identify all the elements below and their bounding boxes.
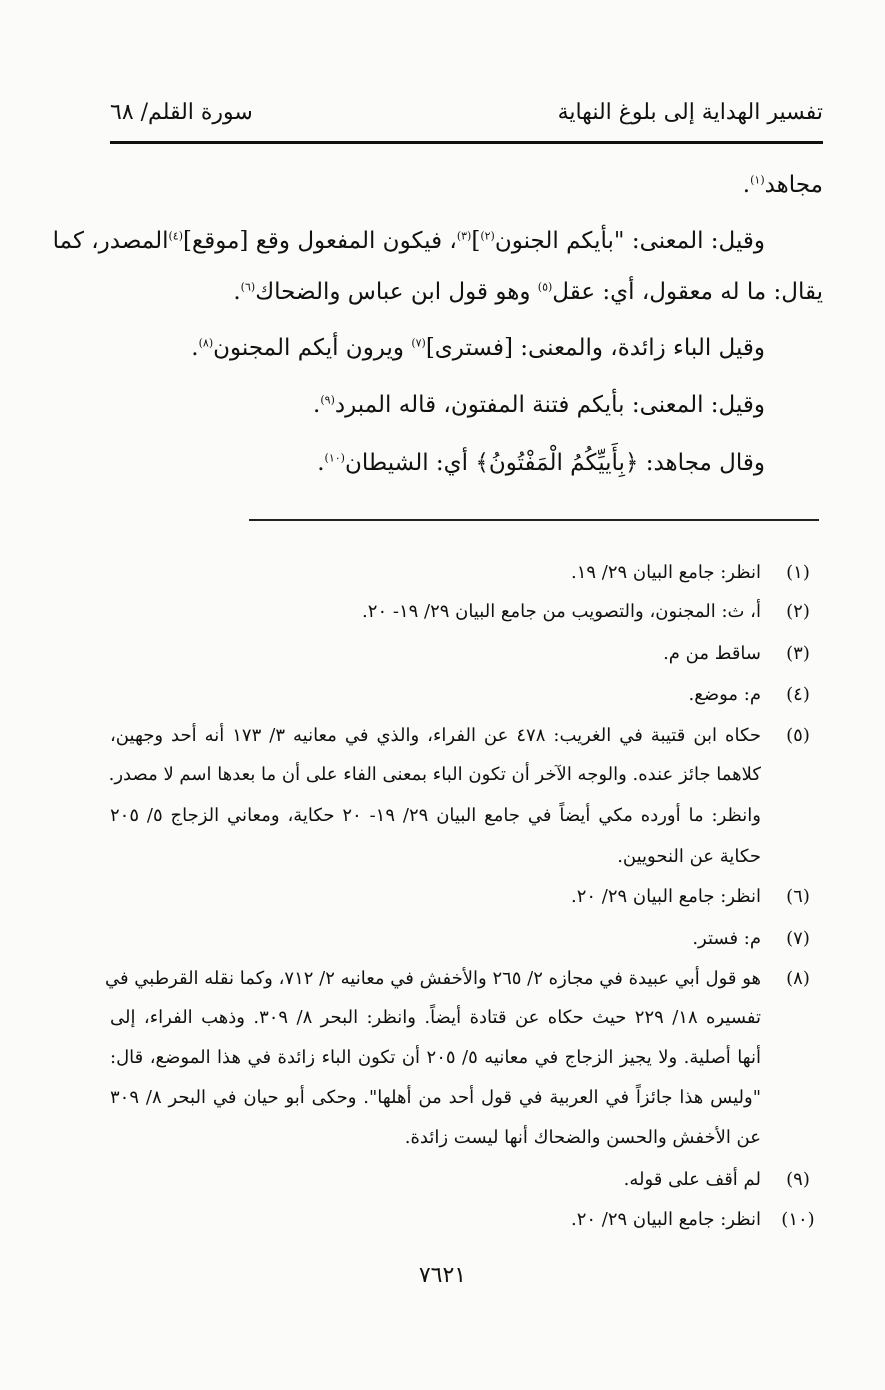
footnote-number: (٨) — [786, 968, 810, 989]
footnote-number: (٤) — [786, 684, 810, 705]
footnote-text: أ، ث: المجنون، والتصويب من جامع البيان ٢٩/ ١٩- ٢٠. — [362, 601, 761, 622]
text-line-5: وقيل: المعنى: بأيكم فتنة المفتون، قاله المبرد$^{(٩)}$. — [313, 392, 765, 418]
footnote-number: (٣) — [786, 643, 810, 664]
footnote-number: (٥) — [786, 725, 810, 746]
footnote-text: كلاهما جائز عنده. والوجه الآخر أن تكون الباء بمعنى الفاء على أن ما بعدها اسم لا مصدر. — [108, 764, 761, 785]
footnote-number: (١٠) — [781, 1209, 815, 1230]
footnote-marker: (٥) — [537, 280, 553, 294]
footnote-number: (٧) — [786, 928, 810, 949]
footnote-8 — [104, 968, 823, 1158]
footnote-marker: (٣) — [456, 229, 472, 243]
footnote-marker: (١) — [750, 173, 765, 187]
footnote-marker: (٦) — [240, 280, 256, 294]
footnote-text: أنها أصلية. ولا يجيز الزجاج في معانيه ٥/ ٢٠٥ أن تكون الباء زائدة في هذا الموضع، قال: — [110, 1047, 761, 1068]
footnote-text: انظر: جامع البيان ٢٩/ ١٩. — [570, 562, 761, 583]
surah-label: سورة القلم/ ٦٨ — [110, 100, 253, 125]
footnote-text: لم أقف على قوله. — [623, 1169, 761, 1190]
footnote-marker: (٨) — [198, 336, 214, 350]
text-line-1: مجاهد$^{(١)}$. — [742, 172, 823, 198]
footnote-text: حكاية عن النحويين. — [617, 846, 761, 867]
footnote-text: وانظر: ما أورده مكي أيضاً في جامع البيان ٢٩/ ١٩- ٢٠ حكاية، ومعاني الزجاج ٥/ ٢٠٥ — [110, 805, 761, 826]
footnote-text: تفسيره ١٨/ ٢٢٩ حيث حكاه عن قتادة أيضاً. وانظر: البحر ٨/ ٣٠٩. وذهب الفراء، إلى — [110, 1007, 761, 1028]
footnote-number: (٩) — [786, 1169, 810, 1190]
book-title: تفسير الهداية إلى بلوغ النهاية — [557, 100, 823, 125]
footnote-text: م: فستر. — [692, 928, 761, 949]
text-line-6: وقال مجاهد: ﴿بِأَييِّكُمُ الْمَفْتُونُ﴾ أي: الشيطان$^{(١٠)}$. — [317, 450, 765, 476]
footnote-text: م: موضع. — [688, 684, 761, 705]
footnote-text: ساقط من م. — [663, 643, 761, 664]
footnote-text: حكاه ابن قتيبة في الغريب: ٤٧٨ عن الفراء، والذي في معانيه ٣/ ١٧٣ أنه أحد وجهين، — [110, 725, 762, 746]
footnote-text: عن الأخفش والحسن والضحاك أنها ليست زائدة. — [404, 1127, 761, 1148]
running-header — [110, 96, 823, 136]
footnote-text: "وليس هذا جائزاً في العربية في قول أحد من أهلها". وحكى أبو حيان في البحر ٨/ ٣٠٩ — [110, 1087, 761, 1108]
footnote-text: انظر: جامع البيان ٢٩/ ٢٠. — [570, 886, 761, 907]
text-line-3: يقال: ما له معقول، أي: عقل$^{(٥)}$ وهو قول ابن عباس والضحاك$^{(٦)}$. — [233, 279, 823, 305]
footnote-number: (٦) — [786, 886, 810, 907]
page-number: ٧٦٢١ — [418, 1263, 467, 1288]
text-line-4: وقيل الباء زائدة، والمعنى: [فسترى]$^{(٧)}$ ويرون أيكم المجنون$^{(٨)}$. — [191, 335, 765, 361]
footnote-5 — [110, 725, 823, 875]
footnote-marker: (٧) — [411, 336, 426, 350]
footnote-marker: (٩) — [320, 393, 335, 407]
footnote-marker: (٤) — [168, 229, 183, 243]
footnote-number: (٢) — [786, 601, 810, 622]
header-rule — [110, 141, 823, 144]
footnote-separator — [249, 519, 819, 521]
footnote-marker: (٢) — [480, 229, 495, 243]
footnote-marker: (١٠) — [324, 451, 345, 465]
footnote-number: (١) — [786, 562, 810, 583]
footnote-text: انظر: جامع البيان ٢٩/ ٢٠. — [570, 1209, 761, 1230]
text-line-2: وقيل: المعنى: "بأيكم الجنون$^{(٢)}$]$^{(٣)}$، فيكون المفعول وقع [موقع]$^{(٤)}$المصدر، كما — [52, 228, 765, 254]
footnote-text: هو قول أبي عبيدة في مجازه ٢/ ٢٦٥ والأخفش في معانيه ٢/ ٧١٢، وكما نقله القرطبي في — [104, 968, 761, 989]
